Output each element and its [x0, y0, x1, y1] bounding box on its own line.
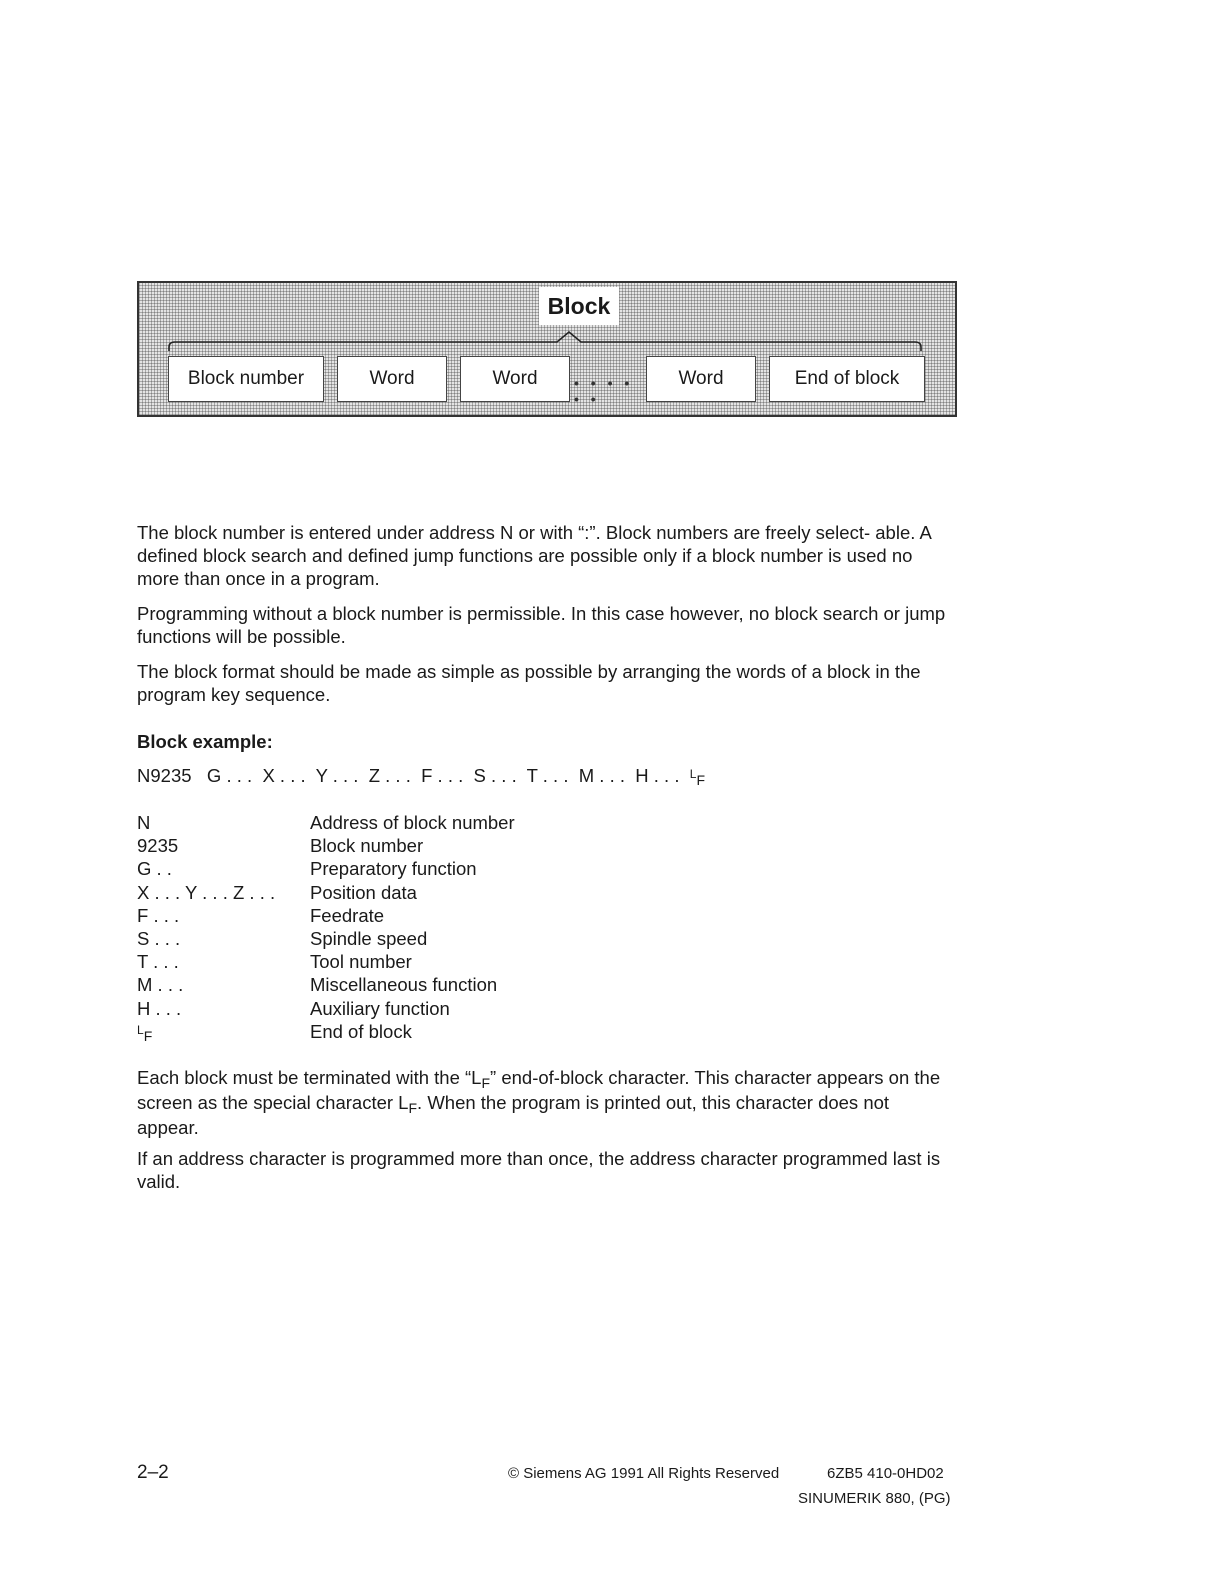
legend-row: S . . . Spindle speed [137, 927, 428, 949]
block-example-line [137, 765, 705, 787]
address-legend [137, 811, 737, 1043]
box-end-of-block: End of block [769, 356, 925, 402]
legend-row: F . . . Feedrate [137, 904, 385, 926]
footer-copyright: © Siemens AG 1991 All Rights Reserved [508, 1465, 780, 1482]
paragraph-block-number: The block number is entered under address N or with “:”. Block numbers are freely select- able. A defined block search and defined jump functions are possible only if a block number is used no more than once in a program. [137, 522, 931, 589]
box-block-number: Block number [168, 356, 324, 402]
footer-order-number: 6ZB5 410-0HD02 [827, 1465, 944, 1482]
box-word-3: Word [646, 356, 756, 402]
paragraph-address-repeat: If an address character is programmed more than once, the address character programmed last is valid. [137, 1148, 941, 1192]
ellipsis-dots: • • • • • • [574, 375, 634, 407]
diagram-title: Block [539, 287, 619, 325]
block-example-heading: Block example: [137, 731, 273, 752]
paragraph-lf-termination: Each block must be terminated with the “$L_F$” end-of-block character. This character appears on the screen as the special character $L_F$. When the program is printed out, this character does not appear. [137, 1067, 941, 1138]
legend-row: T . . . Tool number [137, 951, 412, 973]
block-example-text: N9235 G . . . X . . . Y . . . Z . . . F . . . S . . . T . . . M . . . H . . . [137, 765, 690, 786]
box-word-2: Word [460, 356, 570, 402]
legend-row: H . . . Auxiliary function [137, 997, 450, 1019]
footer-product: SINUMERIK 880, (PG) [798, 1490, 951, 1507]
block-structure-diagram [137, 281, 957, 417]
legend-row: N Address of block number [137, 812, 515, 833]
legend-row: 9235 Block number [137, 835, 424, 857]
legend-row: G . . Preparatory function [137, 858, 477, 880]
lf-symbol: $^L$F [689, 767, 706, 788]
paragraph-block-format: The block format should be made as simple as possible by arranging the words of a block in the program key sequence. [137, 661, 921, 705]
legend-row: M . . . Miscellaneous function [137, 974, 498, 996]
page-number: 2–2 [137, 1462, 169, 1483]
box-word-1: Word [337, 356, 447, 402]
legend-row: X . . . Y . . . Z . . . Position data [137, 881, 417, 903]
lf-symbol: $^L$F [137, 1022, 153, 1044]
paragraph-no-block-number: Programming without a block number is permissible. In this case however, no block search or jump functions will be possible. [137, 603, 946, 647]
legend-row: $^L$F End of block [137, 1020, 412, 1044]
